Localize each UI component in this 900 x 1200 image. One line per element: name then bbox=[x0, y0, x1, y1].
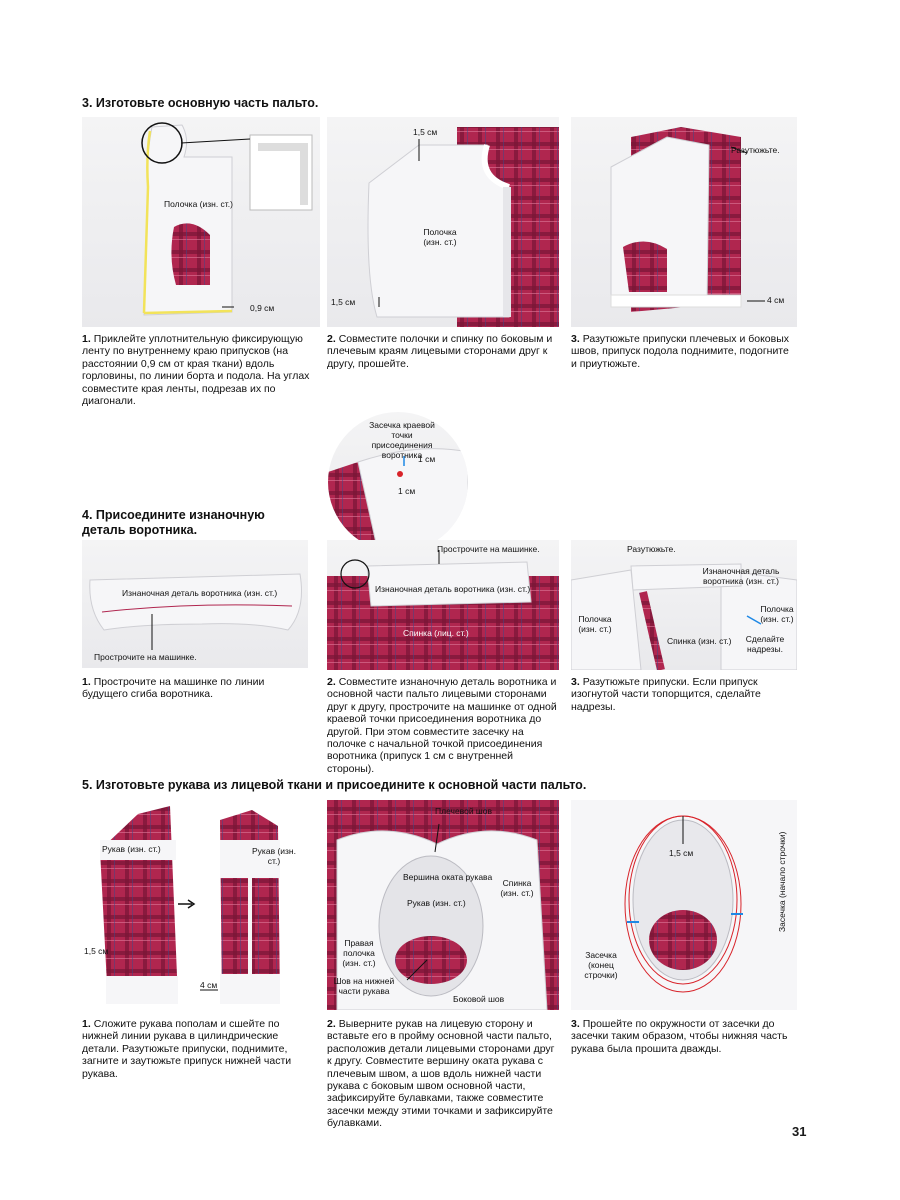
collar-stitch-illustration bbox=[82, 540, 308, 668]
photo-collar-attach bbox=[327, 540, 559, 670]
label-front-right: Полочка (изн. ст.) bbox=[760, 604, 794, 624]
label-collar-underside: Изнаночная деталь воротника (изн. ст.) bbox=[122, 588, 278, 598]
label-side-seam: Боковой шов bbox=[453, 994, 505, 1004]
label-make-notches: Сделайте надрезы. bbox=[745, 634, 785, 654]
caption-s5-3: 3. Прошейте по окружности от засечки до засечки таким образом, чтобы нижняя часть рукава была прошита дважды. bbox=[571, 1018, 788, 1055]
label-09cm: 0,9 см bbox=[250, 303, 275, 313]
page-number: 31 bbox=[792, 1124, 807, 1139]
label-back-face: Спинка (лиц. ст.) bbox=[403, 628, 469, 638]
caption-s4-1: 1. Прострочите на машинке по линии будущего сгиба воротника. bbox=[82, 676, 265, 701]
caption-s4-3: 3. Разутюжьте припуски. Если припуск изогнутой части топорщится, сделайте надрезы. bbox=[571, 676, 761, 713]
label-collar-underside-3: Изнаночная деталь воротника (изн. ст.) bbox=[702, 566, 780, 586]
caption-s5-1: 1. Сложите рукава пополам и сшейте по нижней линии рукава в цилиндрические детали. Разутюжьте припуски, поднимите, загните и заутюжьте припуск нижней части рукава. bbox=[82, 1018, 292, 1080]
label-15cm-bottom: 1,5 см bbox=[331, 297, 356, 307]
label-back-wrong-2: Спинка (изн. ст.) bbox=[500, 878, 534, 898]
photo-sewn-side-seams bbox=[327, 117, 559, 327]
sleeves-illustration bbox=[82, 800, 308, 1010]
photo-collar-press bbox=[571, 540, 797, 670]
photo-sleeve-insert bbox=[327, 800, 559, 1010]
label-sew-15cm: 1,5 см bbox=[669, 848, 694, 858]
photo-pressed-seams bbox=[571, 117, 797, 327]
sewn-seams-illustration bbox=[327, 117, 559, 327]
caption-s4-2: 2. Совместите изнаночную деталь воротника и основной части пальто лицевыми сторонами друг к другу, прострочите на машинке от одной краевой точки присоединения воротника до другой. При этом совместите засечку на полочке с начальной точкой присоединения воротника (припуск 1 см с внутренней стороны). bbox=[327, 676, 557, 775]
label-notch-start: Засечка (начало строчки) bbox=[777, 831, 787, 932]
label-sleeve-under-seam: Шов на нижней части рукава bbox=[333, 976, 395, 996]
label-sleeve-1: Рукав (изн. ст.) bbox=[102, 844, 161, 854]
photo-sleeve-sew bbox=[571, 800, 797, 1010]
label-15cm-top: 1,5 см bbox=[413, 127, 438, 137]
label-right-front: Правая полочка (изн. ст.) bbox=[342, 938, 376, 968]
caption-s3-2: 2. Совместите полочки и спинку по боковым и плечевым краям лицевыми сторонами друг к другу, прошейте. bbox=[327, 333, 553, 370]
label-sleeve-wrong: Рукав (изн. ст.) bbox=[407, 898, 466, 908]
photo-sleeves bbox=[82, 800, 308, 1010]
photo-collar-stitch bbox=[82, 540, 308, 668]
section-3-heading: 3. Изготовьте основную часть пальто. bbox=[82, 96, 319, 110]
label-sleeve-cap: Вершина оката рукава bbox=[403, 872, 493, 882]
label-front-left: Полочка (изн. ст.) bbox=[578, 614, 612, 634]
label-press-open: Разутюжьте. bbox=[731, 145, 780, 155]
callout-1cm-b: 1 см bbox=[398, 486, 416, 496]
section-4-heading: 4. Присоедините изнаночную деталь воротника. bbox=[82, 508, 265, 537]
label-collar-underside-2: Изнаночная деталь воротника (изн. ст.) bbox=[375, 584, 531, 594]
label-back-wrong: Спинка (изн. ст.) bbox=[667, 636, 732, 646]
caption-s3-1: 1. Приклейте уплотнительную фиксирующую ленту по внутреннему краю припусков (на расстоянии 0,9 см от края ткани) вдоль горловины, по линии борта и подола. На углах совместите края ленты, подрезав их по диагонали. bbox=[82, 333, 310, 408]
label-shoulder-seam: Плечевой шов bbox=[435, 806, 492, 816]
caption-s3-3: 3. Разутюжьте припуски плечевых и боковых швов, припуск подола поднимите, подогните и приутюжьте. bbox=[571, 333, 790, 370]
caption-s5-2: 2. Выверните рукав на лицевую сторону и вставьте его в пройму основной части пальто, расположив детали лицевыми сторонами друг к другу. Совместите вершину оката рукава с плечевым швом, а шов вдоль нижней части рукава с боковым швом основной части, зафиксируйте булавками, также совместите засечки между этими точками и зафиксируйте булавками. bbox=[327, 1018, 555, 1130]
collar-attach-illustration bbox=[327, 540, 559, 670]
label-machine-stitch-2: Прострочите на машинке. bbox=[437, 544, 540, 554]
label-front-panel: Полочка (изн. ст.) bbox=[164, 199, 233, 209]
label-sleeve-2: Рукав (изн. ст.) bbox=[252, 846, 296, 866]
section-5-heading: 5. Изготовьте рукава из лицевой ткани и присоедините к основной части пальто. bbox=[82, 778, 587, 792]
label-press-open-2: Разутюжьте. bbox=[627, 544, 676, 554]
label-notch-end: Засечка (конец строчки) bbox=[584, 950, 618, 980]
callout-1cm-a: 1 см bbox=[418, 454, 436, 464]
photo-front-panel-tape bbox=[82, 117, 320, 327]
label-front-panel-2: Полочка (изн. ст.) bbox=[423, 227, 457, 247]
label-sleeve-15cm: 1,5 см bbox=[84, 946, 109, 956]
front-panel-illustration bbox=[82, 117, 320, 327]
callout-title: Засечка краевой точки присоединения воротника bbox=[369, 420, 435, 460]
label-machine-stitch: Прострочите на машинке. bbox=[94, 652, 197, 662]
label-sleeve-4cm: 4 см bbox=[200, 980, 218, 990]
label-4cm: 4 см bbox=[767, 295, 785, 305]
callout-collar-notch bbox=[328, 412, 468, 552]
